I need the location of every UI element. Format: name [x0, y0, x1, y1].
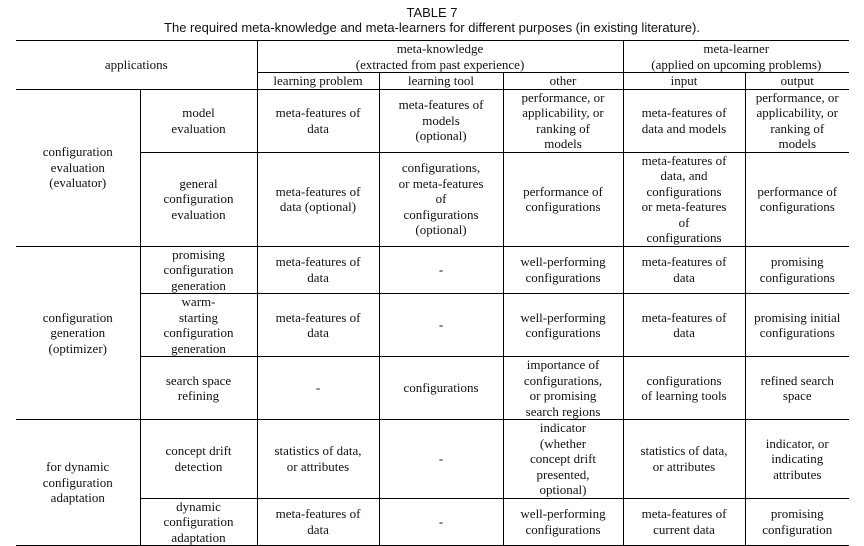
cell-line: - [438, 514, 444, 529]
cell-line: well-performing [520, 309, 606, 325]
cell-task [140, 420, 257, 499]
cell-line: configuration [42, 144, 113, 160]
cell-other [503, 357, 623, 420]
cell-other [503, 246, 623, 294]
cell-learning-tool [379, 89, 503, 152]
cell-line: data, and [660, 168, 708, 183]
cell-line: concept drift [165, 443, 232, 459]
cell-line: configurations [759, 325, 835, 340]
cell-line: statistics of data, [274, 443, 362, 459]
cell-line: starting [179, 309, 218, 325]
cell-line: configuration [163, 191, 234, 207]
cell-line: evaluation [171, 206, 226, 222]
cell-line: data [673, 325, 695, 340]
cell-input [623, 357, 745, 420]
cell-other [503, 420, 623, 499]
cell-learning-tool [379, 357, 503, 420]
cell-line: presented, [536, 466, 590, 482]
cell-line: optional) [539, 482, 587, 497]
meta-knowledge-table [16, 40, 849, 546]
cell-line: promising [172, 246, 225, 262]
cell-line: meta-features of [275, 183, 361, 199]
cell-output [745, 89, 849, 152]
cell-line: (evaluator) [49, 175, 107, 191]
cell-line: configurations, [523, 372, 603, 388]
cell-line: performance of [757, 183, 838, 199]
cell-line: well-performing [520, 254, 606, 270]
cell-line: attributes [773, 466, 822, 482]
cell-learning-problem [257, 294, 379, 357]
cell-line: models [778, 136, 817, 151]
cell-input [623, 420, 745, 499]
cell-line: configurations [646, 183, 722, 199]
cell-output [745, 420, 849, 499]
cell-output [745, 498, 849, 546]
cell-learning-problem [257, 246, 379, 294]
cell-line: promising [770, 506, 824, 522]
cell-line: models [544, 136, 582, 151]
table-row [16, 294, 849, 357]
header-input: input [623, 73, 745, 90]
cell-line: or attributes [286, 458, 350, 474]
cell-line: configurations [525, 199, 601, 214]
group-name [16, 89, 140, 246]
cell-line: adaptation [171, 529, 226, 545]
table-caption: The required meta-knowledge and meta-learners for different purposes (in existing literature). [164, 20, 700, 35]
cell-line: generation [171, 277, 226, 293]
header-learning-problem: learning problem [257, 73, 379, 90]
cell-line: configuration [163, 262, 234, 277]
cell-line: meta-features of [398, 97, 484, 113]
cell-learning-problem [257, 420, 379, 499]
cell-line: configuration [163, 325, 234, 340]
group-name [16, 420, 140, 546]
cell-learning-tool [379, 294, 503, 357]
cell-line: configuration [762, 521, 833, 537]
table-row [16, 152, 849, 246]
cell-line: - [438, 262, 444, 277]
cell-line: configurations [759, 269, 835, 285]
cell-line: general [179, 175, 218, 191]
cell-other [503, 89, 623, 152]
cell-line: evaluation [50, 159, 105, 175]
cell-line: configurations [646, 372, 722, 388]
cell-line: refined search [760, 372, 834, 388]
cell-line: meta-features of [641, 152, 727, 168]
cell-line: for dynamic [46, 459, 110, 475]
header-meta-knowledge [257, 41, 623, 73]
cell-line: (optimizer) [48, 340, 107, 356]
table-number: TABLE 7 [406, 5, 458, 20]
cell-line: space [782, 388, 812, 403]
cell-line: configurations [403, 206, 479, 222]
cell-line: models [422, 112, 460, 128]
cell-line: or meta-features [398, 175, 484, 191]
table-row [16, 357, 849, 420]
cell-other [503, 294, 623, 357]
cell-line: adaptation [50, 490, 105, 506]
cell-line: dynamic [176, 498, 221, 514]
cell-line: well-performing [520, 506, 606, 522]
cell-line: configuration [42, 309, 113, 325]
cell-learning-tool [379, 498, 503, 546]
cell-line: search space [165, 372, 232, 388]
header-other: other [503, 73, 623, 90]
cell-line: evaluation [171, 120, 226, 136]
cell-line: current data [653, 521, 715, 537]
cell-line: performance of [523, 183, 603, 199]
header-learning-tool: learning tool [379, 73, 503, 90]
cell-output [745, 357, 849, 420]
cell-input [623, 294, 745, 357]
header-meta-learner-subtitle: (applied on upcoming problems) [651, 56, 822, 72]
cell-learning-problem [257, 357, 379, 420]
group-name [16, 246, 140, 420]
cell-output [745, 246, 849, 294]
table-row [16, 420, 849, 499]
cell-line: applicability, or [756, 105, 838, 120]
cell-line: warm- [181, 294, 216, 309]
cell-output [745, 152, 849, 246]
cell-line: data [307, 521, 329, 537]
cell-line: detection [174, 458, 223, 474]
cell-line: meta-features of [641, 254, 727, 270]
header-meta-learner [623, 41, 849, 73]
cell-line: configurations [525, 325, 601, 340]
cell-line: performance, or [521, 89, 605, 105]
cell-line: (optional) [415, 222, 467, 238]
cell-line: ranking of [770, 120, 825, 136]
cell-line: (whether [539, 435, 587, 451]
cell-task [140, 498, 257, 546]
cell-line: statistics of data, [640, 443, 728, 459]
cell-line: performance, or [755, 89, 839, 105]
cell-task [140, 246, 257, 294]
cell-line: data [307, 269, 329, 285]
cell-input [623, 498, 745, 546]
header-applications: applications [16, 41, 257, 90]
cell-line: meta-features of [641, 309, 727, 325]
cell-line: concept drift [529, 451, 597, 466]
cell-line: configurations [759, 199, 835, 214]
cell-line: meta-features of [275, 309, 361, 325]
cell-line: data [307, 120, 329, 136]
header-meta-knowledge-subtitle: (extracted from past experience) [355, 56, 525, 72]
table-row [16, 498, 849, 546]
cell-line: refining [177, 388, 220, 403]
cell-line: promising [770, 254, 824, 270]
cell-line: configurations [525, 269, 601, 285]
cell-line: or attributes [652, 458, 716, 474]
cell-line: - [438, 317, 444, 333]
cell-line: configuration [42, 474, 113, 490]
cell-line: - [438, 451, 444, 466]
cell-line: ranking of [536, 120, 590, 136]
table-row [16, 89, 849, 152]
cell-input [623, 152, 745, 246]
cell-learning-problem [257, 498, 379, 546]
cell-line: data [307, 325, 329, 340]
cell-line: configuration [163, 514, 234, 529]
cell-line: indicator [539, 420, 587, 435]
cell-line: indicating [771, 451, 824, 466]
header-meta-learner-title: meta-learner [703, 41, 770, 56]
cell-line: meta-features of [275, 506, 361, 522]
cell-line: importance of [526, 357, 600, 372]
cell-line: configurations, [401, 160, 481, 176]
cell-line: - [315, 380, 321, 396]
cell-input [623, 89, 745, 152]
cell-line: configurations [646, 230, 722, 245]
cell-learning-tool [379, 246, 503, 294]
cell-task [140, 89, 257, 152]
cell-output [745, 294, 849, 357]
cell-line: meta-features of [641, 506, 727, 522]
cell-learning-tool [379, 420, 503, 499]
cell-line: promising initial [754, 309, 841, 325]
header-output: output [745, 73, 849, 90]
cell-line: of learning tools [641, 388, 727, 403]
cell-line: or promising [529, 388, 597, 403]
table-body [16, 89, 849, 546]
cell-line: of [435, 191, 447, 207]
cell-line: data [673, 269, 695, 285]
cell-line: configurations [403, 380, 479, 396]
cell-other [503, 498, 623, 546]
cell-task [140, 357, 257, 420]
cell-learning-problem [257, 152, 379, 246]
cell-line: model [182, 105, 215, 120]
cell-line: data (optional) [279, 199, 357, 214]
table-row [16, 246, 849, 294]
cell-line: search regions [525, 403, 601, 419]
header-meta-knowledge-title: meta-knowledge [396, 41, 484, 56]
cell-task [140, 294, 257, 357]
cell-line: configurations [525, 521, 601, 537]
cell-input [623, 246, 745, 294]
cell-learning-problem [257, 89, 379, 152]
cell-line: meta-features of [275, 254, 361, 270]
cell-learning-tool [379, 152, 503, 246]
cell-line: or meta-features [641, 199, 727, 214]
cell-other [503, 152, 623, 246]
cell-line: (optional) [415, 128, 467, 144]
cell-line: meta-features of [275, 105, 361, 120]
cell-task [140, 152, 257, 246]
cell-line: indicator, or [765, 435, 829, 451]
cell-line: meta-features of [641, 105, 727, 120]
cell-line: generation [171, 340, 226, 356]
cell-line: applicability, or [522, 105, 604, 120]
cell-line: of [678, 214, 690, 230]
cell-line: data and models [641, 120, 727, 136]
cell-line: generation [50, 325, 106, 340]
